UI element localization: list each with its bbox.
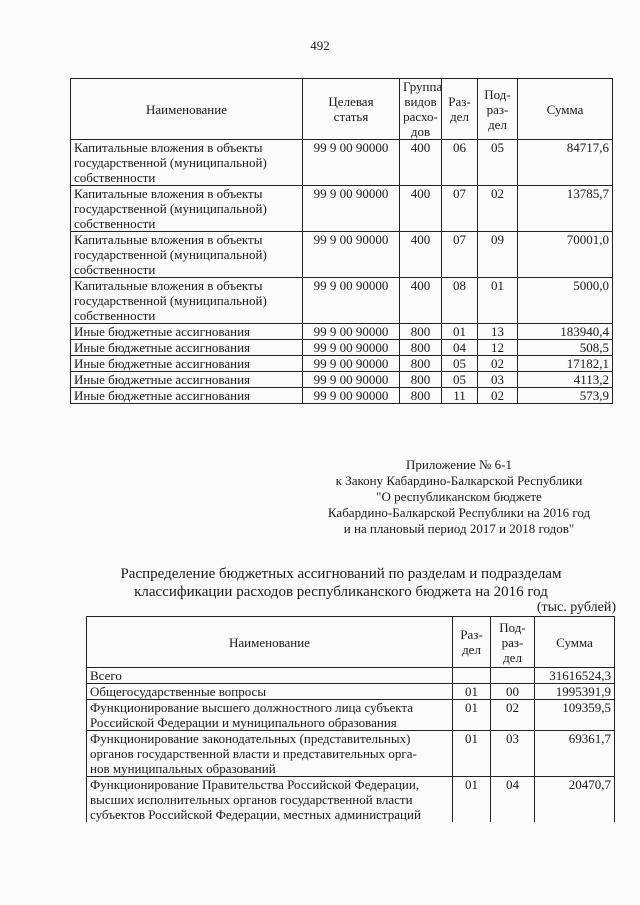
cell-target: 99 9 00 90000 — [303, 232, 400, 278]
table-row — [71, 372, 613, 388]
header-group: Группа видов расхо- дов — [400, 79, 442, 140]
cell-section: 01 — [453, 700, 491, 731]
cell-amount: 84717,6 — [518, 140, 613, 186]
cell-amount: 17182,1 — [518, 356, 613, 372]
cell-section: 04 — [442, 340, 478, 356]
appendix-line: Приложение № 6-1 — [405, 457, 512, 472]
table-row — [71, 186, 613, 232]
table-header-row — [87, 617, 615, 668]
cell-name-line: государственной (муниципальной) — [74, 155, 267, 170]
cell-subsection: 13 — [478, 324, 518, 340]
table-row — [71, 140, 613, 186]
cell-subsection: 05 — [478, 140, 518, 186]
cell-subsection: 01 — [478, 278, 518, 324]
cell-name — [87, 777, 453, 823]
cell-amount: 1995391,9 — [535, 684, 615, 700]
cell-target: 99 9 00 90000 — [303, 324, 400, 340]
cell-name — [71, 278, 303, 324]
cell-group: 400 — [400, 278, 442, 324]
header-amount: Сумма — [518, 79, 613, 140]
cell-name-line: Иные бюджетные ассигнования — [74, 388, 251, 403]
cell-name — [87, 668, 453, 684]
cell-amount: 109359,5 — [535, 700, 615, 731]
cell-subsection: 02 — [478, 186, 518, 232]
header-section: Раз- дел — [442, 79, 478, 140]
cell-name-line: нов муниципальных образований — [90, 761, 276, 776]
cell-name-line: Функционирование законодательных (представительных) — [90, 731, 411, 746]
appendix-line: к Закону Кабардино-Балкарской Республики — [335, 473, 583, 488]
cell-amount: 183940,4 — [518, 324, 613, 340]
cell-name-line: высших исполнительных органов государственной власти — [90, 792, 413, 807]
cell-section: 01 — [453, 731, 491, 777]
cell-name-line: Капитальные вложения в объекты — [74, 278, 263, 293]
table-row — [87, 700, 615, 731]
cell-target: 99 9 00 90000 — [303, 278, 400, 324]
cell-subsection: 00 — [491, 684, 535, 700]
cell-group: 400 — [400, 186, 442, 232]
table-row — [71, 278, 613, 324]
cell-name-line: Функционирование Правительства Российской Федерации, — [90, 777, 420, 792]
cell-target: 99 9 00 90000 — [303, 388, 400, 404]
appendix-line: "О республиканском бюджете — [376, 489, 542, 504]
cell-name-line: собственности — [74, 170, 156, 185]
units-label: (тыс. рублей) — [536, 600, 616, 615]
cell-name-line: Иные бюджетные ассигнования — [74, 324, 251, 339]
cell-name — [71, 232, 303, 278]
cell-name — [71, 324, 303, 340]
header-subsection: Под- раз- дел — [478, 79, 518, 140]
cell-amount: 70001,0 — [518, 232, 613, 278]
table-section-distribution — [86, 616, 615, 822]
header-section: Раз- дел — [453, 617, 491, 668]
table-row — [71, 356, 613, 372]
table-row — [71, 232, 613, 278]
cell-section: 01 — [453, 777, 491, 823]
cell-section: 01 — [442, 324, 478, 340]
cell-section: 01 — [453, 684, 491, 700]
cell-subsection: 04 — [491, 777, 535, 823]
header-amount: Сумма — [535, 617, 615, 668]
cell-name-line: государственной (муниципальной) — [74, 293, 267, 308]
cell-name-line: собственности — [74, 216, 156, 231]
appendix-line: Кабардино-Балкарской Республики на 2016 год — [327, 505, 591, 520]
cell-subsection: 02 — [491, 700, 535, 731]
cell-name-line: Капитальные вложения в объекты — [74, 140, 263, 155]
cell-name-line: собственности — [74, 308, 156, 323]
cell-name-line: Иные бюджетные ассигнования — [74, 340, 251, 355]
table-capital-and-other-allocations — [70, 78, 613, 404]
cell-target: 99 9 00 90000 — [303, 140, 400, 186]
cell-group: 800 — [400, 372, 442, 388]
cell-name — [71, 186, 303, 232]
cell-amount: 31616524,3 — [535, 668, 615, 684]
cell-section: 07 — [442, 232, 478, 278]
table-row — [71, 324, 613, 340]
table-header-row — [71, 79, 613, 140]
appendix-note — [300, 457, 618, 537]
cell-subsection: 03 — [478, 372, 518, 388]
cell-name — [71, 372, 303, 388]
cell-amount: 69361,7 — [535, 731, 615, 777]
cell-group: 800 — [400, 324, 442, 340]
document-title: Распределение бюджетных ассигнований по разделам и подразделам классификации расходов республиканского бюджета на 2016 год — [120, 566, 562, 600]
header-subsection: Под- раз- дел — [491, 617, 535, 668]
cell-name — [87, 731, 453, 777]
cell-group: 800 — [400, 388, 442, 404]
cell-section — [453, 668, 491, 684]
header-name: Наименование — [87, 617, 453, 668]
cell-name — [87, 684, 453, 700]
cell-subsection: 09 — [478, 232, 518, 278]
table-row — [87, 668, 615, 684]
cell-section: 07 — [442, 186, 478, 232]
cell-name-line: Капитальные вложения в объекты — [74, 186, 263, 201]
cell-group: 800 — [400, 356, 442, 372]
table-row — [71, 340, 613, 356]
table-row — [71, 388, 613, 404]
cell-amount: 4113,2 — [518, 372, 613, 388]
cell-amount: 20470,7 — [535, 777, 615, 823]
cell-name-line: государственной (муниципальной) — [74, 247, 267, 262]
cell-name — [87, 700, 453, 731]
table-row — [87, 731, 615, 777]
cell-subsection: 02 — [478, 388, 518, 404]
cell-subsection: 02 — [478, 356, 518, 372]
cell-target: 99 9 00 90000 — [303, 340, 400, 356]
cell-name — [71, 340, 303, 356]
cell-group: 800 — [400, 340, 442, 356]
cell-name — [71, 140, 303, 186]
page-number: 492 — [310, 38, 330, 53]
cell-name-line: Функционирование высшего должностного лица субъекта — [90, 700, 413, 715]
cell-name-line: органов государственной власти и представительных орга- — [90, 746, 417, 761]
cell-name-line: Иные бюджетные ассигнования — [74, 372, 251, 387]
cell-name-line: Всего — [90, 668, 122, 683]
cell-name — [71, 388, 303, 404]
cell-target: 99 9 00 90000 — [303, 356, 400, 372]
cell-section: 11 — [442, 388, 478, 404]
cell-subsection: 12 — [478, 340, 518, 356]
cell-subsection — [491, 668, 535, 684]
cell-section: 05 — [442, 356, 478, 372]
appendix-line: и на плановый период 2017 и 2018 годов" — [343, 521, 575, 536]
cell-section: 08 — [442, 278, 478, 324]
cell-section: 06 — [442, 140, 478, 186]
cell-name-line: государственной (муниципальной) — [74, 201, 267, 216]
cell-section: 05 — [442, 372, 478, 388]
cell-name-line: Российской Федерации и муниципального образования — [90, 715, 397, 730]
cell-target: 99 9 00 90000 — [303, 372, 400, 388]
cell-amount: 573,9 — [518, 388, 613, 404]
cell-name-line: Иные бюджетные ассигнования — [74, 356, 251, 371]
cell-group: 400 — [400, 140, 442, 186]
cell-subsection: 03 — [491, 731, 535, 777]
cell-name — [71, 356, 303, 372]
cell-amount: 5000,0 — [518, 278, 613, 324]
table-row — [87, 684, 615, 700]
cell-name-line: субъектов Российской Федерации, местных администраций — [90, 807, 421, 822]
cell-name-line: собственности — [74, 262, 156, 277]
table-row — [87, 777, 615, 823]
cell-name-line: Общегосударственные вопросы — [90, 684, 267, 699]
cell-amount: 13785,7 — [518, 186, 613, 232]
cell-target: 99 9 00 90000 — [303, 186, 400, 232]
cell-group: 400 — [400, 232, 442, 278]
header-name: Наименование — [71, 79, 303, 140]
cell-name-line: Капитальные вложения в объекты — [74, 232, 263, 247]
header-target: Целевая статья — [303, 79, 400, 140]
cell-amount: 508,5 — [518, 340, 613, 356]
